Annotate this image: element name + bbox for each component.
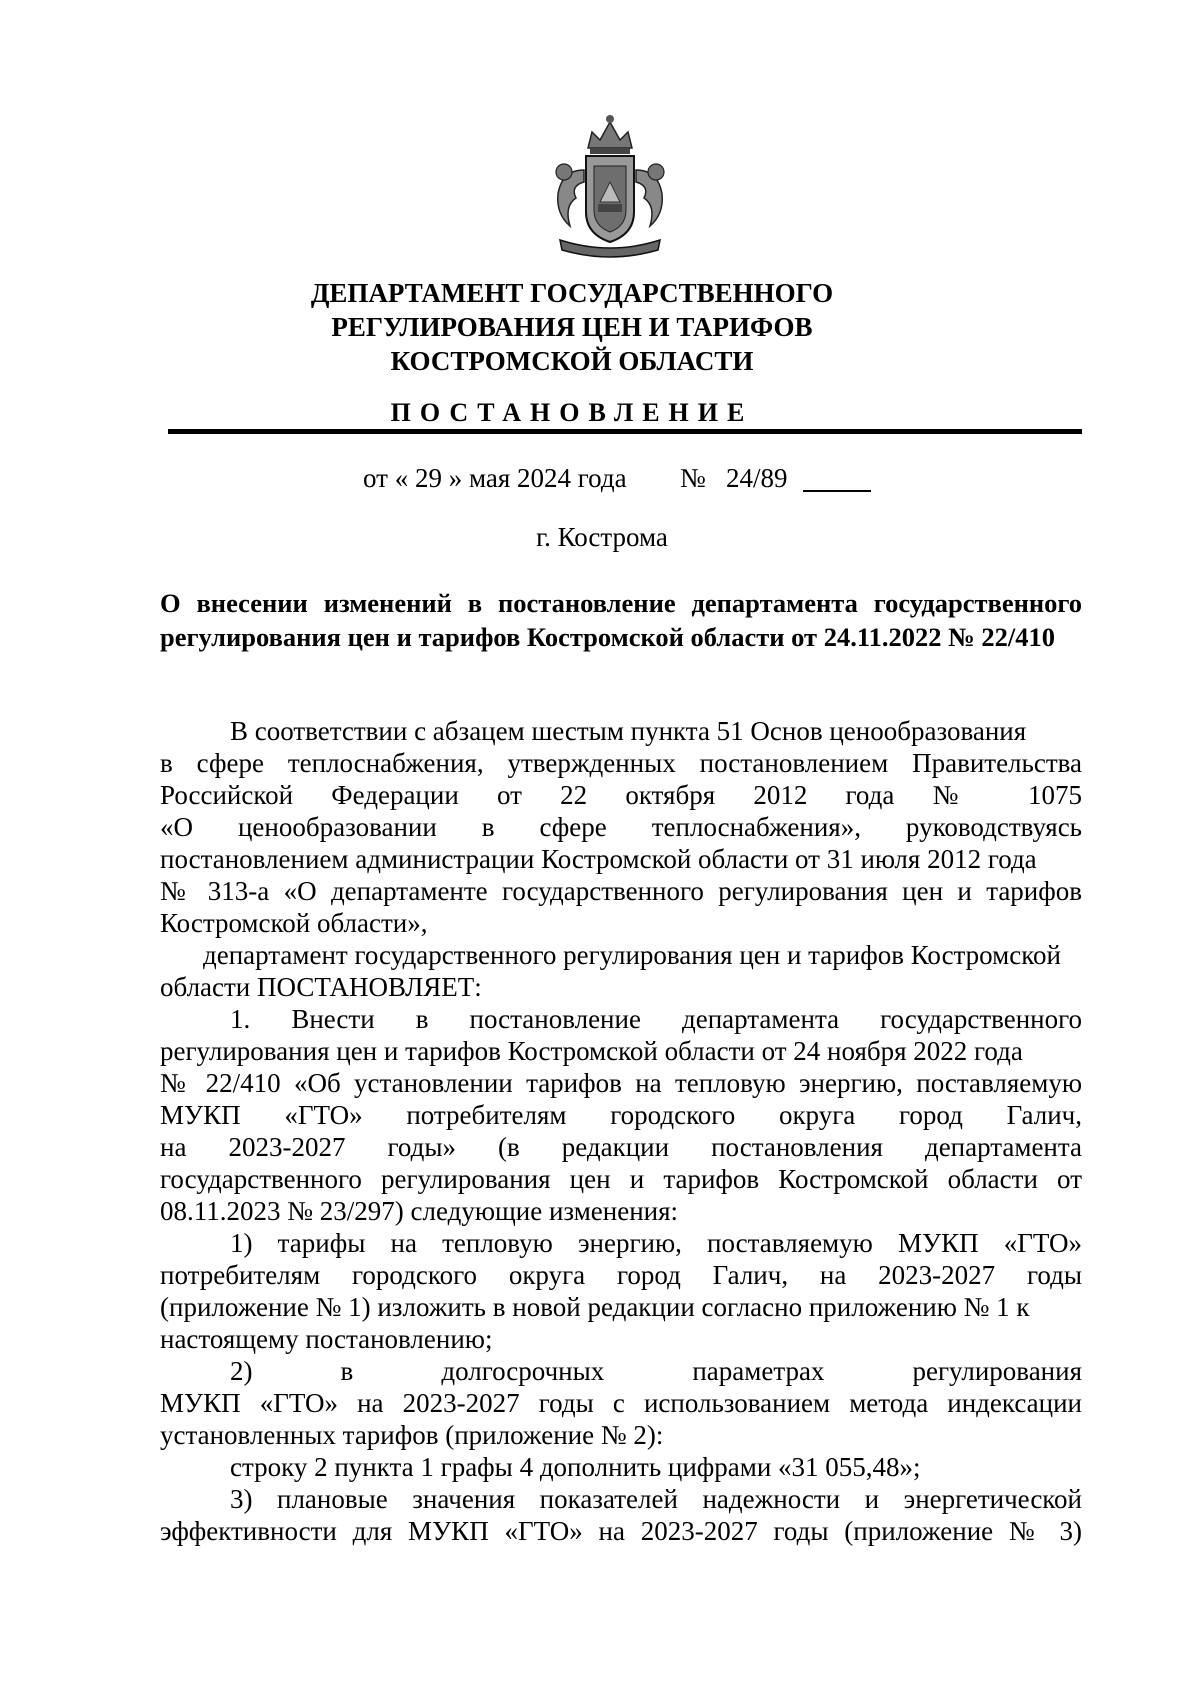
body-line: 1. Внести в постановление департамента государственного <box>230 1004 1082 1034</box>
body-line: настоящему постановлению; <box>160 1324 493 1354</box>
body-line: потребителям городского округа город Галич, на 2023-2027 годы <box>160 1260 1082 1290</box>
coat-of-arms-emblem <box>540 110 680 260</box>
body-line: Костромской области», <box>160 908 428 938</box>
header-divider <box>168 429 1082 434</box>
body-line: департамент государственного регулирования цен и тарифов Костромской <box>203 940 1061 970</box>
subject-line-1: О внесении изменений в постановление департамента государственного <box>160 588 1082 618</box>
body-line: «О ценообразовании в сфере теплоснабжения», руководствуясь <box>160 812 1082 842</box>
number-underline <box>803 490 871 492</box>
document-body <box>160 715 1082 1547</box>
document-subject <box>160 586 1082 654</box>
body-line: Российской Федерации от 22 октября 2012 года № 1075 <box>160 780 1082 810</box>
body-line: строку 2 пункта 1 графы 4 дополнить цифрами «31 055,48»; <box>230 1452 921 1482</box>
body-line: № 22/410 «Об установлении тарифов на тепловую энергию, поставляемую <box>160 1068 1082 1098</box>
body-line: области ПОСТАНОВЛЯЕТ: <box>160 972 482 1002</box>
body-line: установленных тарифов (приложение № 2): <box>160 1420 664 1450</box>
body-line: эффективности для МУКП «ГТО» на 2023-2027 годы (приложение № 3) <box>160 1516 1082 1546</box>
body-line: № 313-а «О департаменте государственного регулирования цен и тарифов <box>160 876 1082 906</box>
body-line: 1) тарифы на тепловую энергию, поставляемую МУКП «ГТО» <box>230 1228 1082 1258</box>
body-line: постановлением администрации Костромской области от 31 июля 2012 года <box>160 844 1037 874</box>
department-name-line-1: ДЕПАРТАМЕНТ ГОСУДАРСТВЕННОГО <box>310 278 834 308</box>
document-number: № 24/89 <box>680 463 788 493</box>
body-line: В соответствии с абзацем шестым пункта 51 Основ ценообразования <box>230 716 1027 746</box>
body-line: 08.11.2023 № 23/297) следующие изменения: <box>160 1196 679 1226</box>
body-line: 3) плановые значения показателей надежности и энергетической <box>230 1484 1082 1514</box>
body-line: государственного регулирования цен и тарифов Костромской области от <box>160 1164 1082 1194</box>
body-line: на 2023-2027 годы» (в редакции постановления департамента <box>160 1132 1082 1162</box>
body-line: в сфере теплоснабжения, утвержденных постановлением Правительства <box>160 748 1082 778</box>
document-city: г. Кострома <box>536 522 668 552</box>
body-line: регулирования цен и тарифов Костромской области от 24 ноября 2022 года <box>160 1036 1023 1066</box>
document-type-title: ПОСТАНОВЛЕНИЕ <box>390 398 754 427</box>
body-line: (приложение № 1) изложить в новой редакции согласно приложению № 1 к <box>160 1292 1030 1322</box>
department-name-line-3: КОСТРОМСКОЙ ОБЛАСТИ <box>390 346 754 376</box>
body-line: МУКП «ГТО» на 2023-2027 годы с использованием метода индексации <box>160 1388 1082 1418</box>
document-date: от « 29 » мая 2024 года <box>363 463 627 493</box>
subject-line-2: регулирования цен и тарифов Костромской области от 24.11.2022 № 22/410 <box>160 622 1055 652</box>
body-line: 2) в долгосрочных параметрах регулирования <box>230 1356 1082 1386</box>
department-name-line-2: РЕГУЛИРОВАНИЯ ЦЕН И ТАРИФОВ <box>331 312 813 342</box>
body-line: МУКП «ГТО» потребителям городского округа город Галич, <box>160 1100 1082 1130</box>
